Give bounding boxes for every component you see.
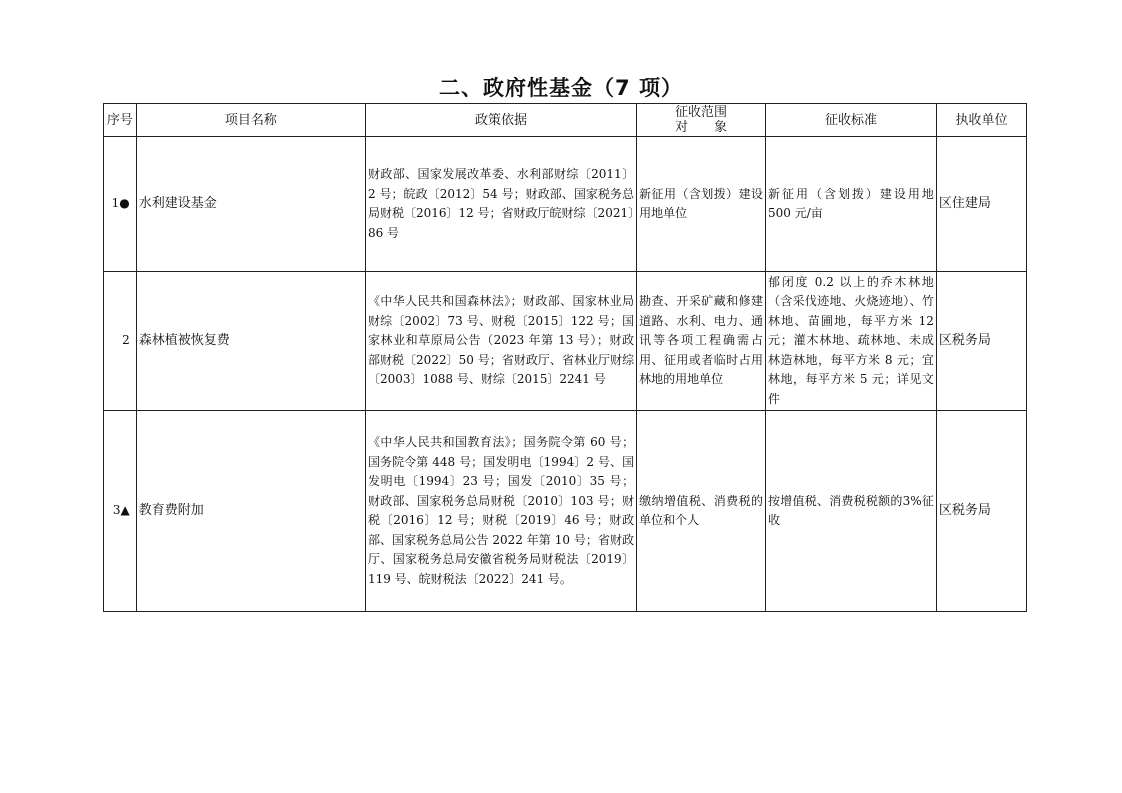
row-collection-scope: 勘查、开采矿藏和修建道路、水利、电力、通讯等各项工程确需占用、征用或者临时占用林地的用地单位: [637, 272, 766, 411]
row-policy-basis: 财政部、国家发展改革委、水利部财综〔2011〕2 号；皖政〔2012〕54 号；财政部、国家税务总局财税〔2016〕12 号；省财政厅皖财综〔2021〕86 号: [365, 137, 636, 272]
row-item-name: 森林植被恢复费: [136, 272, 365, 411]
row-policy-basis: 《中华人民共和国教育法》；国务院令第 60 号；国务院令第 448 号；国发明电〔1994〕2 号、国发明电〔1994〕23 号；国发〔2010〕35 号；财政部、国家税务总局财税〔2010〕103 号；财税〔2016〕12 号；财税〔2019〕46 号；财政部、国家税务总局公告 2022 年第 10 号；省财政厅、国家税务总局安徽省税务局财税法〔2019〕119 号、皖财税法〔2022〕241 号。: [365, 411, 636, 612]
row-item-name: 水利建设基金: [136, 137, 365, 272]
triangle-marker-icon: ▲: [120, 503, 130, 518]
row-collection-standard: 郁闭度 0.2 以上的乔木林地（含采伐迹地、火烧迹地）、竹林地、苗圃地，每平方米 12 元；灌木林地、疏林地、未成林造林地，每平方米 8 元；宜林地，每平方米 5 元；详见文件: [766, 272, 937, 411]
government-fund-table: [103, 103, 1027, 612]
serial-number: 3: [112, 503, 121, 518]
row-collecting-unit: 区住建局: [936, 137, 1026, 272]
page-title: 二、政府性基金（7 项）: [439, 76, 683, 100]
serial-number: 1: [111, 196, 120, 211]
row-serial-no: [104, 411, 137, 612]
table-row: [104, 411, 1027, 612]
row-serial-no: [104, 272, 137, 411]
row-policy-basis: 《中华人民共和国森林法》；财政部、国家林业局财综〔2002〕73 号、财税〔2015〕122 号；国家林业和草原局公告（2023 年第 13 号）；财政部财税〔2022〕50 号；省财政厅、省林业厅财综〔2003〕1088 号、财综〔2015〕2241 号: [365, 272, 636, 411]
header-policy-basis: 政策依据: [365, 104, 636, 137]
row-collection-scope: 缴纳增值税、消费税的单位和个人: [637, 411, 766, 612]
table-header-row: [104, 104, 1027, 137]
header-collection-standard: 征收标准: [766, 104, 937, 137]
row-collecting-unit: 区税务局: [936, 411, 1026, 612]
row-collection-scope: 新征用（含划拨）建设用地单位: [637, 137, 766, 272]
table-row: [104, 272, 1027, 411]
header-serial-no: 序号: [104, 104, 137, 137]
circle-marker-icon: ●: [119, 196, 130, 211]
row-collection-standard: 按增值税、消费税税额的3%征收: [766, 411, 937, 612]
serial-number: 2: [122, 333, 130, 348]
row-collecting-unit: 区税务局: [936, 272, 1026, 411]
header-collection-scope-line1: 征收范围: [675, 105, 728, 120]
row-item-name: 教育费附加: [136, 411, 365, 612]
header-collecting-unit: 执收单位: [936, 104, 1026, 137]
header-collection-scope: [637, 104, 766, 137]
row-collection-standard: 新征用（含划拨）建设用地500 元/亩: [766, 137, 937, 272]
table-row: [104, 137, 1027, 272]
header-item-name: 项目名称: [136, 104, 365, 137]
header-collection-scope-line2: 对 象: [675, 120, 728, 135]
row-serial-no: [104, 137, 137, 272]
